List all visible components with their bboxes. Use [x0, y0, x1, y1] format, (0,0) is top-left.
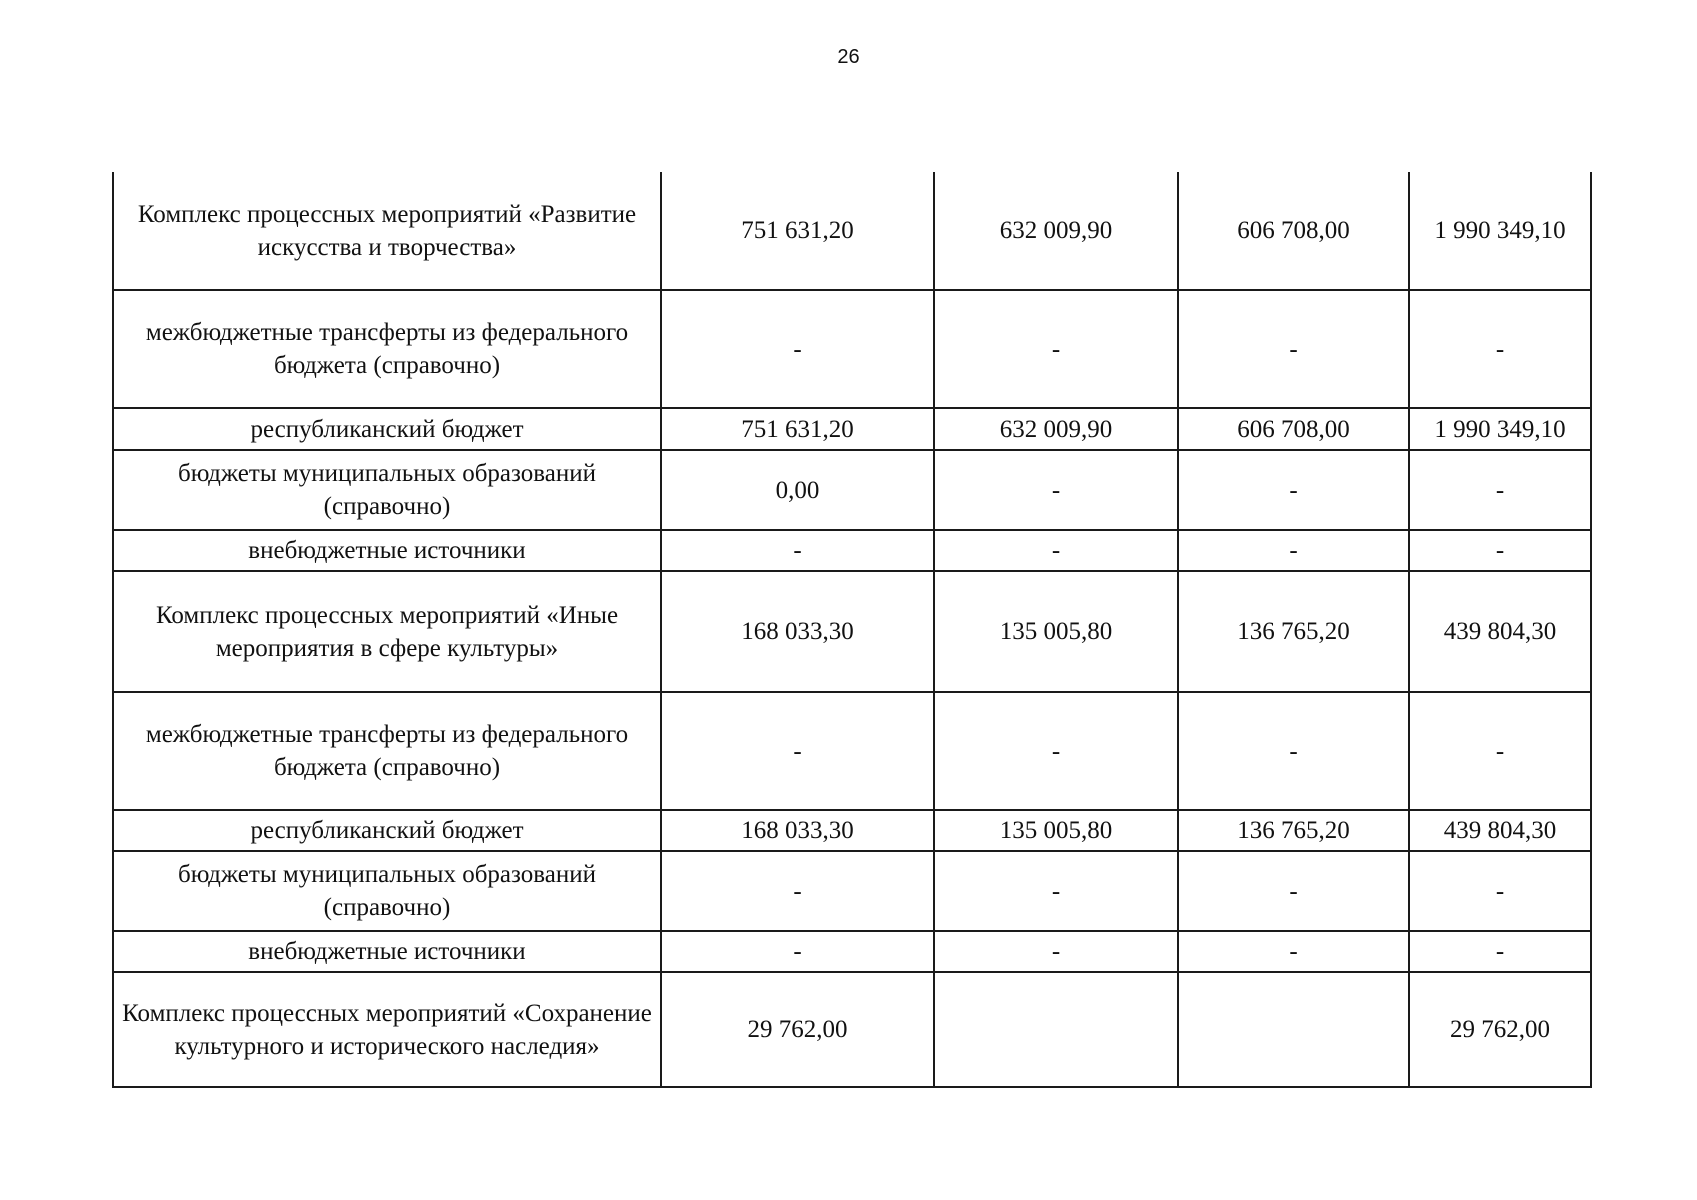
value-cell: 1 990 349,10 [1409, 172, 1591, 290]
value-cell: - [1178, 450, 1409, 530]
value-cell: 751 631,20 [661, 172, 934, 290]
row-label: Комплекс процессных мероприятий «Иные мероприятия в сфере культуры» [113, 571, 661, 692]
value-cell: 439 804,30 [1409, 810, 1591, 851]
value-cell [934, 972, 1178, 1087]
value-cell: - [661, 851, 934, 931]
table-row [113, 810, 1591, 851]
value-cell: - [934, 851, 1178, 931]
table-row [113, 450, 1591, 530]
value-cell: - [1409, 450, 1591, 530]
table-row [113, 290, 1591, 408]
row-label: бюджеты муниципальных образований (справочно) [113, 450, 661, 530]
value-cell: - [1409, 851, 1591, 931]
value-cell: 135 005,80 [934, 810, 1178, 851]
value-cell: 168 033,30 [661, 571, 934, 692]
value-cell: - [661, 530, 934, 571]
value-cell [1178, 972, 1409, 1087]
table-row [113, 571, 1591, 692]
value-cell: 1 990 349,10 [1409, 408, 1591, 450]
value-cell: - [1178, 530, 1409, 571]
row-label: республиканский бюджет [113, 408, 661, 450]
table-row [113, 408, 1591, 450]
value-cell: 168 033,30 [661, 810, 934, 851]
table-row [113, 851, 1591, 931]
value-cell: 136 765,20 [1178, 571, 1409, 692]
value-cell: - [1409, 530, 1591, 571]
value-cell: 439 804,30 [1409, 571, 1591, 692]
value-cell: - [1178, 290, 1409, 408]
value-cell: - [934, 530, 1178, 571]
value-cell: - [1409, 931, 1591, 972]
row-label: Комплекс процессных мероприятий «Сохранение культурного и исторического наследия» [113, 972, 661, 1087]
value-cell: - [1178, 692, 1409, 810]
value-cell: 29 762,00 [1409, 972, 1591, 1087]
value-cell: - [1178, 931, 1409, 972]
row-label: республиканский бюджет [113, 810, 661, 851]
value-cell: - [934, 692, 1178, 810]
row-label: межбюджетные трансферты из федерального бюджета (справочно) [113, 692, 661, 810]
value-cell: 136 765,20 [1178, 810, 1409, 851]
value-cell: - [1409, 692, 1591, 810]
value-cell: 606 708,00 [1178, 408, 1409, 450]
value-cell: - [1178, 851, 1409, 931]
row-label: межбюджетные трансферты из федерального бюджета (справочно) [113, 290, 661, 408]
row-label: внебюджетные источники [113, 530, 661, 571]
budget-table [112, 172, 1592, 1088]
table-row [113, 931, 1591, 972]
value-cell: 29 762,00 [661, 972, 934, 1087]
row-label: бюджеты муниципальных образований (справочно) [113, 851, 661, 931]
table-row [113, 692, 1591, 810]
value-cell: 632 009,90 [934, 408, 1178, 450]
value-cell: 751 631,20 [661, 408, 934, 450]
value-cell: - [934, 290, 1178, 408]
value-cell: - [934, 931, 1178, 972]
value-cell: - [661, 692, 934, 810]
value-cell: 632 009,90 [934, 172, 1178, 290]
value-cell: 0,00 [661, 450, 934, 530]
row-label: Комплекс процессных мероприятий «Развитие искусства и творчества» [113, 172, 661, 290]
table-row [113, 972, 1591, 1087]
value-cell: - [1409, 290, 1591, 408]
value-cell: - [661, 931, 934, 972]
value-cell: 606 708,00 [1178, 172, 1409, 290]
page-number: 26 [837, 46, 860, 68]
value-cell: - [934, 450, 1178, 530]
value-cell: 135 005,80 [934, 571, 1178, 692]
value-cell: - [661, 290, 934, 408]
table-row [113, 172, 1591, 290]
table-row [113, 530, 1591, 571]
row-label: внебюджетные источники [113, 931, 661, 972]
